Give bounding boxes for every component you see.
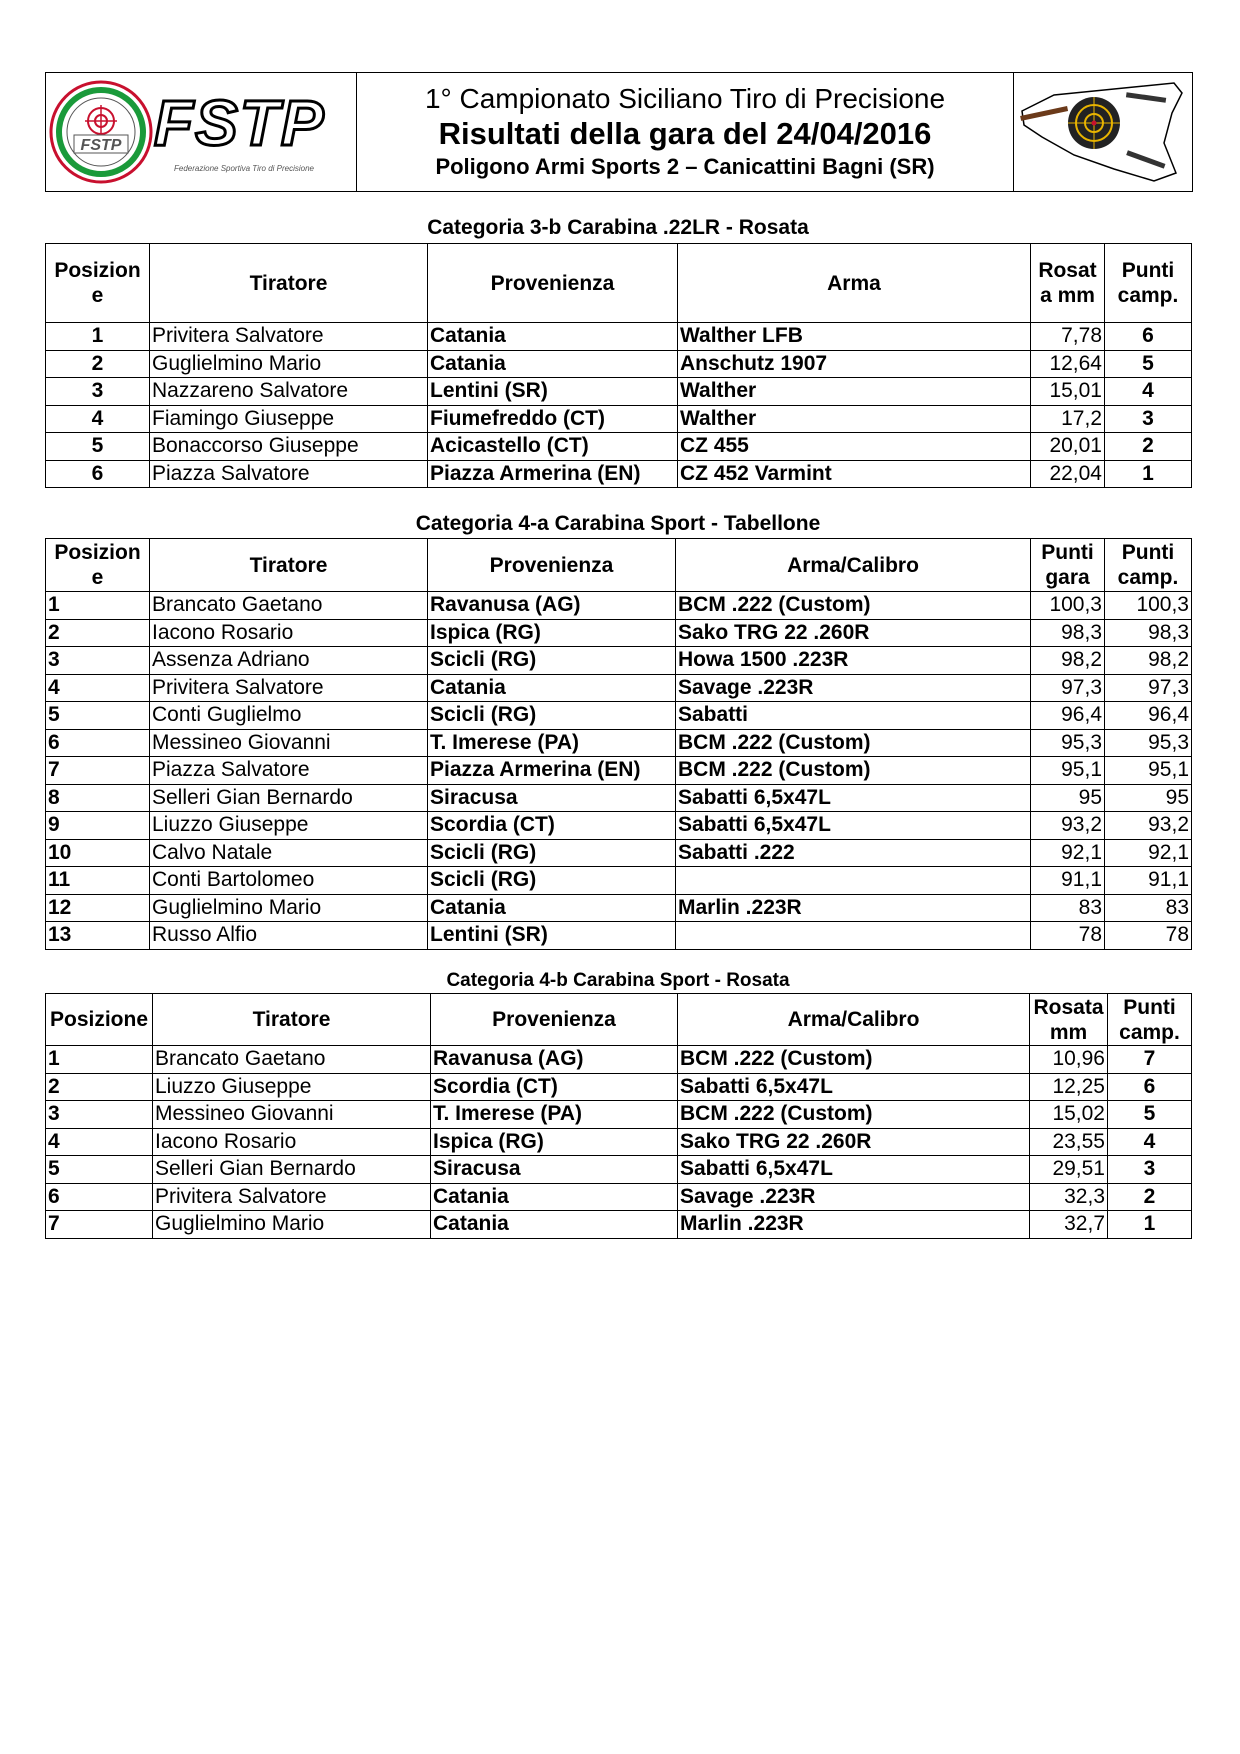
position-cell: 6 [46, 729, 150, 757]
origin-cell: Scordia (CT) [428, 812, 676, 840]
shooter-cell: Guglielmino Mario [150, 894, 428, 922]
shooter-cell: Bonaccorso Giuseppe [150, 433, 428, 461]
position-cell: 2 [46, 350, 150, 378]
position-cell: 3 [46, 1101, 153, 1129]
table-row [46, 702, 1192, 730]
weapon-cell: CZ 455 [678, 433, 1031, 461]
position-cell: 4 [46, 674, 150, 702]
table-row [46, 1183, 1192, 1211]
weapon-cell: BCM .222 (Custom) [676, 592, 1031, 620]
table-row [46, 784, 1192, 812]
weapon-cell: Sako TRG 22 .260R [676, 619, 1031, 647]
score-cell: 95,1 [1031, 757, 1105, 785]
origin-cell: Siracusa [428, 784, 676, 812]
weapon-cell: Sabatti 6,5x47L [678, 1073, 1030, 1101]
table2-title: Categoria 4-a Carabina Sport - Tabellone [415, 512, 821, 535]
score-cell: 78 [1031, 922, 1105, 950]
weapon-cell: Savage .223R [678, 1183, 1030, 1211]
table-row [46, 619, 1192, 647]
points-cell: 2 [1108, 1183, 1192, 1211]
position-cell: 5 [46, 702, 150, 730]
shooter-cell: Calvo Natale [150, 839, 428, 867]
table3-rosata-sport [45, 993, 1192, 1239]
position-cell: 5 [46, 433, 150, 461]
points-cell: 78 [1105, 922, 1192, 950]
origin-cell: Scordia (CT) [431, 1073, 678, 1101]
table3-header-2: Provenienza [431, 994, 678, 1046]
score-cell: 20,01 [1031, 433, 1105, 461]
table-row [46, 1101, 1192, 1129]
origin-cell: T. Imerese (PA) [428, 729, 676, 757]
table2-header-row [46, 539, 1192, 592]
table3-title: Categoria 4-b Carabina Sport - Rosata [446, 970, 790, 991]
position-cell: 2 [46, 619, 150, 647]
shooter-cell: Conti Bartolomeo [150, 867, 428, 895]
table-row [46, 729, 1192, 757]
venue-title: Poligono Armi Sports 2 – Canicattini Bagni (SR) [435, 154, 935, 179]
position-cell: 7 [46, 1211, 153, 1239]
score-cell: 96,4 [1031, 702, 1105, 730]
shooter-cell: Liuzzo Giuseppe [150, 812, 428, 840]
score-cell: 32,7 [1030, 1211, 1108, 1239]
score-cell: 32,3 [1030, 1183, 1108, 1211]
weapon-cell: Sabatti .222 [676, 839, 1031, 867]
position-cell: 4 [46, 1128, 153, 1156]
weapon-cell: Marlin .223R [676, 894, 1031, 922]
table1-header-1: Tiratore [150, 244, 428, 323]
origin-cell: Piazza Armerina (EN) [428, 757, 676, 785]
weapon-cell: CZ 452 Varmint [678, 460, 1031, 488]
table2-header-4: Punti gara [1031, 539, 1105, 592]
points-cell: 4 [1108, 1128, 1192, 1156]
table-row [46, 350, 1192, 378]
table-row [46, 405, 1192, 433]
position-cell: 11 [46, 867, 150, 895]
position-cell: 9 [46, 812, 150, 840]
score-cell: 98,2 [1031, 647, 1105, 675]
weapon-cell [676, 922, 1031, 950]
points-cell: 97,3 [1105, 674, 1192, 702]
score-cell: 15,01 [1031, 378, 1105, 406]
shooter-cell: Selleri Gian Bernardo [150, 784, 428, 812]
score-cell: 91,1 [1031, 867, 1105, 895]
score-cell: 29,51 [1030, 1156, 1108, 1184]
score-cell: 95,3 [1031, 729, 1105, 757]
origin-cell: Catania [428, 894, 676, 922]
table2-header-1: Tiratore [150, 539, 428, 592]
weapon-cell: BCM .222 (Custom) [676, 757, 1031, 785]
score-cell: 98,3 [1031, 619, 1105, 647]
weapon-cell: Sabatti 6,5x47L [678, 1156, 1030, 1184]
origin-cell: Acicastello (CT) [428, 433, 678, 461]
shooter-cell: Brancato Gaetano [153, 1046, 431, 1074]
sicily-target-icon [1014, 73, 1192, 191]
points-cell: 6 [1108, 1073, 1192, 1101]
weapon-cell: Walther LFB [678, 323, 1031, 351]
points-cell: 4 [1105, 378, 1192, 406]
table-row [46, 378, 1192, 406]
points-cell: 100,3 [1105, 592, 1192, 620]
shooter-cell: Piazza Salvatore [150, 757, 428, 785]
table3-header-3: Arma/Calibro [678, 994, 1030, 1046]
table3-header-5: Punti camp. [1108, 994, 1192, 1046]
position-cell: 12 [46, 894, 150, 922]
weapon-cell: Savage .223R [676, 674, 1031, 702]
position-cell: 6 [46, 1183, 153, 1211]
table-row [46, 1073, 1192, 1101]
points-cell: 5 [1108, 1101, 1192, 1129]
score-cell: 83 [1031, 894, 1105, 922]
origin-cell: Lentini (SR) [428, 378, 678, 406]
svg-text:FSTP: FSTP [80, 137, 122, 154]
header-titles [357, 73, 1013, 191]
table-row [46, 1046, 1192, 1074]
table1-rosata-22lr [45, 243, 1192, 488]
points-cell: 83 [1105, 894, 1192, 922]
table-row [46, 839, 1192, 867]
table-row [46, 460, 1192, 488]
shooter-cell: Guglielmino Mario [153, 1211, 431, 1239]
shooter-cell: Privitera Salvatore [153, 1183, 431, 1211]
origin-cell: Scicli (RG) [428, 867, 676, 895]
table-row [46, 1211, 1192, 1239]
weapon-cell: Sako TRG 22 .260R [678, 1128, 1030, 1156]
position-cell: 1 [46, 323, 150, 351]
table-row [46, 867, 1192, 895]
shooter-cell: Conti Guglielmo [150, 702, 428, 730]
origin-cell: Ravanusa (AG) [428, 592, 676, 620]
table-row [46, 1128, 1192, 1156]
origin-cell: Ravanusa (AG) [431, 1046, 678, 1074]
table-row [46, 894, 1192, 922]
table2-header-2: Provenienza [428, 539, 676, 592]
table2-body [46, 592, 1192, 950]
table2-header-5: Punti camp. [1105, 539, 1192, 592]
table-row [46, 922, 1192, 950]
points-cell: 2 [1105, 433, 1192, 461]
points-cell: 3 [1105, 405, 1192, 433]
shooter-cell: Fiamingo Giuseppe [150, 405, 428, 433]
origin-cell: Ispica (RG) [431, 1128, 678, 1156]
table2-header-3: Arma/Calibro [676, 539, 1031, 592]
shooter-cell: Iacono Rosario [150, 619, 428, 647]
position-cell: 2 [46, 1073, 153, 1101]
weapon-cell: BCM .222 (Custom) [676, 729, 1031, 757]
table1-title: Categoria 3-b Carabina .22LR - Rosata [427, 216, 809, 239]
position-cell: 1 [46, 592, 150, 620]
points-cell: 5 [1105, 350, 1192, 378]
svg-text:FSTP: FSTP [154, 87, 326, 159]
table1-header-4: Rosat a mm [1031, 244, 1105, 323]
points-cell: 6 [1105, 323, 1192, 351]
shooter-cell: Brancato Gaetano [150, 592, 428, 620]
page-header [45, 72, 1193, 192]
score-cell: 17,2 [1031, 405, 1105, 433]
table-row [46, 323, 1192, 351]
score-cell: 93,2 [1031, 812, 1105, 840]
weapon-cell: Sabatti [676, 702, 1031, 730]
score-cell: 95 [1031, 784, 1105, 812]
score-cell: 92,1 [1031, 839, 1105, 867]
weapon-cell: Sabatti 6,5x47L [676, 784, 1031, 812]
table1-header-5: Punti camp. [1105, 244, 1192, 323]
shooter-cell: Guglielmino Mario [150, 350, 428, 378]
position-cell: 6 [46, 460, 150, 488]
weapon-cell: Sabatti 6,5x47L [676, 812, 1031, 840]
weapon-cell: Howa 1500 .223R [676, 647, 1031, 675]
position-cell: 3 [46, 647, 150, 675]
position-cell: 8 [46, 784, 150, 812]
table-row [46, 757, 1192, 785]
shooter-cell: Iacono Rosario [153, 1128, 431, 1156]
score-cell: 15,02 [1030, 1101, 1108, 1129]
points-cell: 91,1 [1105, 867, 1192, 895]
points-cell: 1 [1108, 1211, 1192, 1239]
origin-cell: Fiumefreddo (CT) [428, 405, 678, 433]
table-row [46, 647, 1192, 675]
score-cell: 22,04 [1031, 460, 1105, 488]
points-cell: 93,2 [1105, 812, 1192, 840]
results-title: Risultati della gara del 24/04/2016 [438, 116, 932, 151]
origin-cell: Scicli (RG) [428, 702, 676, 730]
shooter-cell: Selleri Gian Bernardo [153, 1156, 431, 1184]
points-cell: 95 [1105, 784, 1192, 812]
table1-header-3: Arma [678, 244, 1031, 323]
fstp-logo [46, 73, 357, 191]
table3-header-1: Tiratore [153, 994, 431, 1046]
table1-header-0: Posizion e [46, 244, 150, 323]
shooter-cell: Nazzareno Salvatore [150, 378, 428, 406]
table-row [46, 812, 1192, 840]
table2-header-0: Posizion e [46, 539, 150, 592]
position-cell: 10 [46, 839, 150, 867]
score-cell: 10,96 [1030, 1046, 1108, 1074]
points-cell: 7 [1108, 1046, 1192, 1074]
weapon-cell [676, 867, 1031, 895]
position-cell: 13 [46, 922, 150, 950]
table1-header-row [46, 244, 1192, 323]
shooter-cell: Messineo Giovanni [150, 729, 428, 757]
table-row [46, 674, 1192, 702]
table-row [46, 1156, 1192, 1184]
table1-body [46, 323, 1192, 488]
position-cell: 3 [46, 378, 150, 406]
position-cell: 4 [46, 405, 150, 433]
score-cell: 23,55 [1030, 1128, 1108, 1156]
table-row [46, 433, 1192, 461]
origin-cell: T. Imerese (PA) [431, 1101, 678, 1129]
points-cell: 98,2 [1105, 647, 1192, 675]
points-cell: 95,3 [1105, 729, 1192, 757]
shooter-cell: Privitera Salvatore [150, 674, 428, 702]
points-cell: 1 [1105, 460, 1192, 488]
shooter-cell: Messineo Giovanni [153, 1101, 431, 1129]
sicily-map-logo [1013, 73, 1192, 191]
points-cell: 95,1 [1105, 757, 1192, 785]
origin-cell: Scicli (RG) [428, 647, 676, 675]
weapon-cell: BCM .222 (Custom) [678, 1101, 1030, 1129]
origin-cell: Scicli (RG) [428, 839, 676, 867]
table2-tabellone [45, 538, 1192, 950]
fstp-seal-icon [46, 73, 356, 191]
origin-cell: Catania [428, 323, 678, 351]
origin-cell: Catania [428, 674, 676, 702]
table-row [46, 592, 1192, 620]
score-cell: 100,3 [1031, 592, 1105, 620]
origin-cell: Siracusa [431, 1156, 678, 1184]
origin-cell: Piazza Armerina (EN) [428, 460, 678, 488]
origin-cell: Lentini (SR) [428, 922, 676, 950]
score-cell: 7,78 [1031, 323, 1105, 351]
weapon-cell: Anschutz 1907 [678, 350, 1031, 378]
position-cell: 5 [46, 1156, 153, 1184]
points-cell: 96,4 [1105, 702, 1192, 730]
svg-text:Federazione Sportiva Tiro di P: Federazione Sportiva Tiro di Precisione [174, 164, 314, 173]
table3-body [46, 1046, 1192, 1239]
score-cell: 12,25 [1030, 1073, 1108, 1101]
shooter-cell: Assenza Adriano [150, 647, 428, 675]
shooter-cell: Piazza Salvatore [150, 460, 428, 488]
position-cell: 1 [46, 1046, 153, 1074]
origin-cell: Catania [431, 1211, 678, 1239]
shooter-cell: Liuzzo Giuseppe [153, 1073, 431, 1101]
points-cell: 92,1 [1105, 839, 1192, 867]
table3-header-row [46, 994, 1192, 1046]
shooter-cell: Privitera Salvatore [150, 323, 428, 351]
points-cell: 98,3 [1105, 619, 1192, 647]
table3-header-0: Posizione [46, 994, 153, 1046]
score-cell: 12,64 [1031, 350, 1105, 378]
score-cell: 97,3 [1031, 674, 1105, 702]
weapon-cell: Marlin .223R [678, 1211, 1030, 1239]
weapon-cell: BCM .222 (Custom) [678, 1046, 1030, 1074]
weapon-cell: Walther [678, 378, 1031, 406]
origin-cell: Ispica (RG) [428, 619, 676, 647]
championship-title: 1° Campionato Siciliano Tiro di Precisione [424, 83, 946, 114]
origin-cell: Catania [428, 350, 678, 378]
position-cell: 7 [46, 757, 150, 785]
table3-header-4: Rosata mm [1030, 994, 1108, 1046]
weapon-cell: Walther [678, 405, 1031, 433]
shooter-cell: Russo Alfio [150, 922, 428, 950]
origin-cell: Catania [431, 1183, 678, 1211]
points-cell: 3 [1108, 1156, 1192, 1184]
table1-header-2: Provenienza [428, 244, 678, 323]
